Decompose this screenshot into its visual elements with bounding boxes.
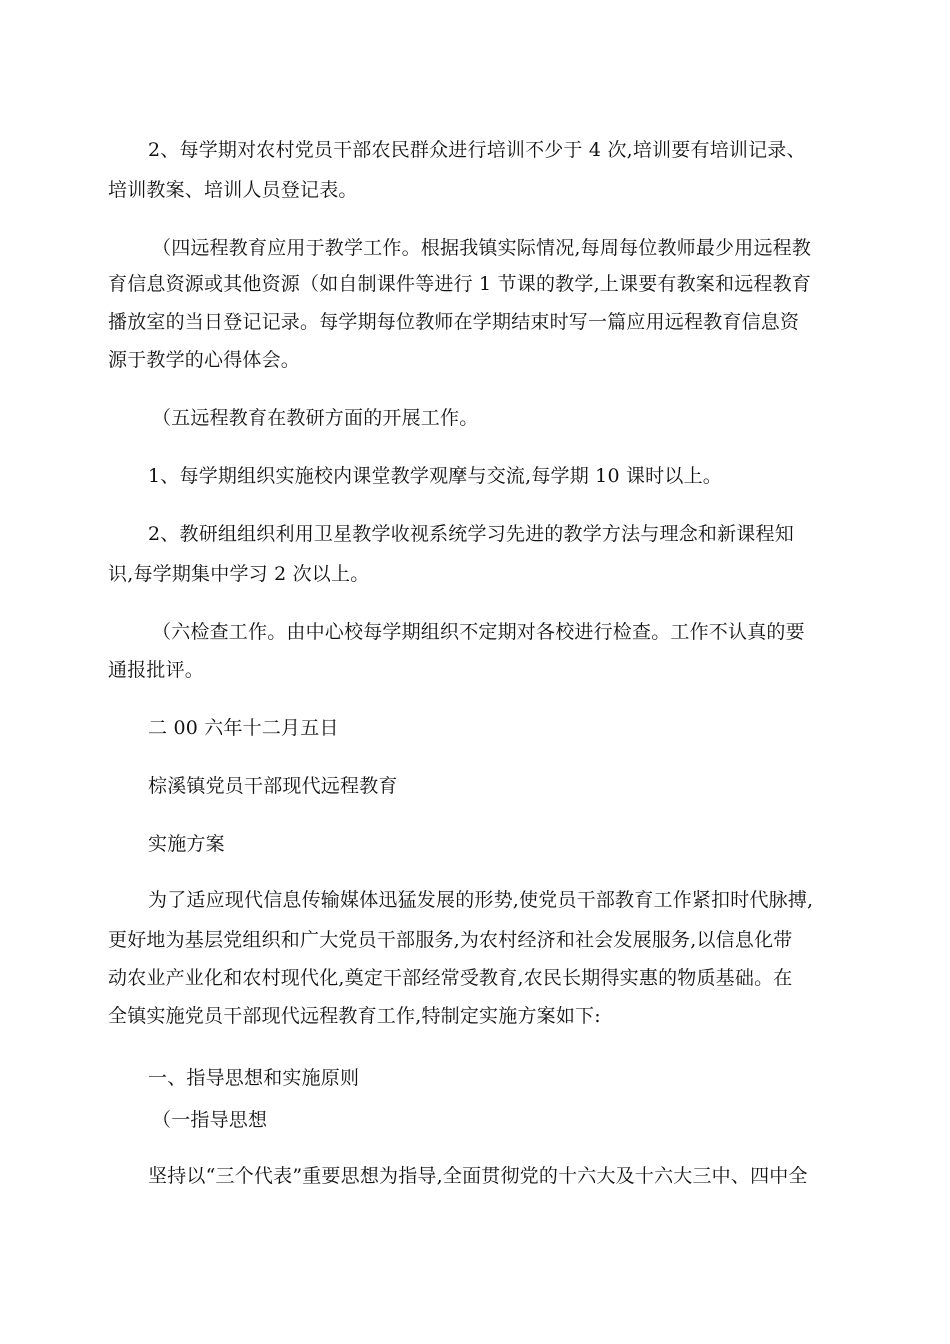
paragraph-line: （六检查工作。由中心校每学期组织不定期对各校进行检查。工作不认真的要 xyxy=(152,621,805,643)
paragraph-line: 1、每学期组织实施校内课堂教学观摩与交流,每学期 10 课时以上。 xyxy=(148,465,722,487)
paragraph-line: 为了适应现代信息传输媒体迅猛发展的形势,使党员干部教育工作紧扣时代脉搏, xyxy=(148,889,814,911)
paragraph-line: 更好地为基层党组织和广大党员干部服务,为农村经济和社会发展服务,以信息化带 xyxy=(108,929,793,951)
paragraph-line: 全镇实施党员干部现代远程教育工作,特制定实施方案如下: xyxy=(108,1005,601,1027)
paragraph-line: 通报批评。 xyxy=(108,659,205,681)
section-heading: （五远程教育在教研方面的开展工作。 xyxy=(152,407,479,429)
section-heading: 一、指导思想和实施原则 xyxy=(148,1067,360,1089)
paragraph-line: 源于教学的心得体会。 xyxy=(108,349,301,371)
document-title: 棕溪镇党员干部现代远程教育 xyxy=(148,775,398,797)
paragraph-line: 2、教研组组织利用卫星教学收视系统学习先进的教学方法与理念和新课程知 xyxy=(148,523,794,545)
subsection-heading: （一指导思想 xyxy=(152,1109,268,1131)
paragraph-line: 2、每学期对农村党员干部农民群众进行培训不少于 4 次,培训要有培训记录、 xyxy=(148,139,806,161)
paragraph-line: 动农业产业化和农村现代化,奠定干部经常受教育,农民长期得实惠的物质基础。在 xyxy=(108,967,793,989)
paragraph-line: 培训教案、培训人员登记表。 xyxy=(108,179,358,201)
paragraph-line: （四远程教育应用于教学工作。根据我镇实际情况,每周每位教师最少用远程教 xyxy=(152,237,812,259)
paragraph-line: 育信息资源或其他资源（如自制课件等进行 1 节课的教学,上课要有教案和远程教育 xyxy=(108,273,812,295)
document-subtitle: 实施方案 xyxy=(148,833,225,855)
paragraph-line: 识,每学期集中学习 2 次以上。 xyxy=(108,563,370,585)
date-line: 二 00 六年十二月五日 xyxy=(148,717,339,739)
paragraph-line: 坚持以“三个代表”重要思想为指导,全面贯彻党的十六大及十六大三中、四中全 xyxy=(148,1165,808,1187)
paragraph-line: 播放室的当日登记记录。每学期每位教师在学期结束时写一篇应用远程教育信息资 xyxy=(108,311,800,333)
